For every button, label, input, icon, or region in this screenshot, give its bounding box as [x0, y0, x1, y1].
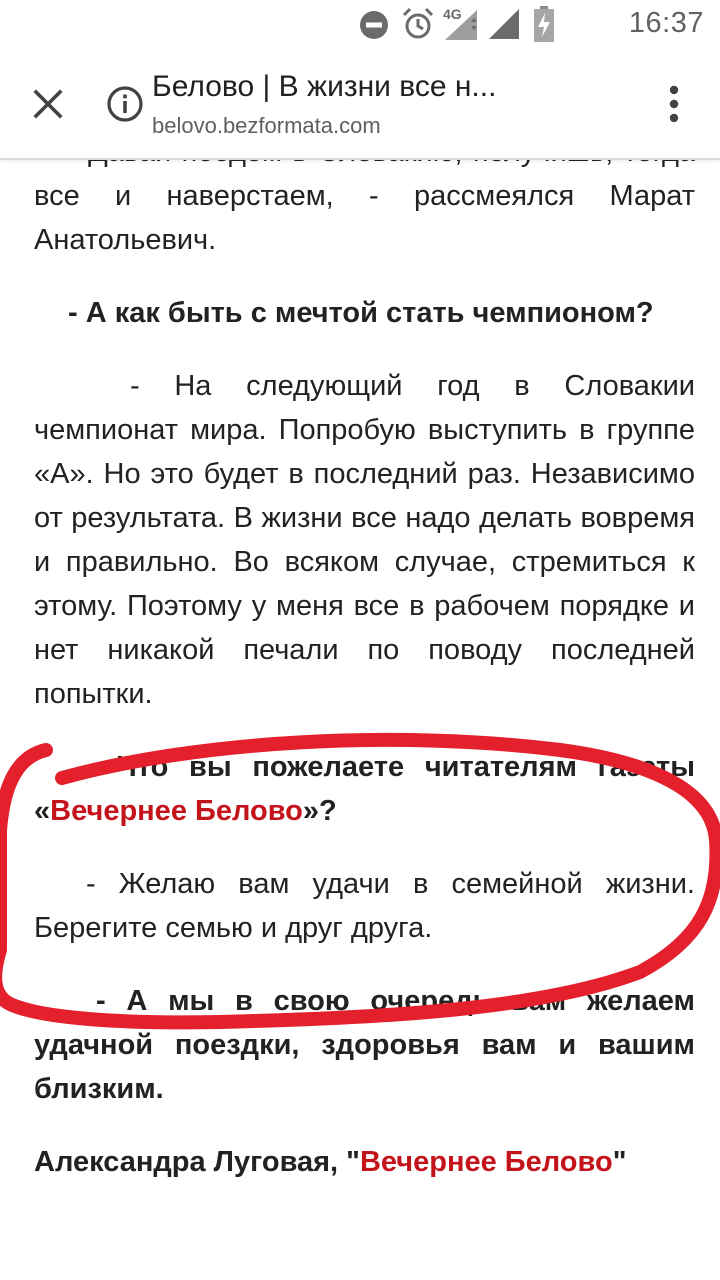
status-time: 16:37: [628, 7, 704, 39]
author-credit-end: ": [612, 1146, 627, 1178]
interview-question: [34, 745, 695, 833]
close-icon: [33, 89, 63, 119]
interview-answer: - На следующий год в Словакии чемпионат мира. Попробую выступить в группе «А». Но это будет в последний раз. Независимо от результата. В жизни все надо делать вовремя и правильно. Во всяком случае, стремиться к этому. Поэтому у меня все в рабочем порядке и нет никакой печали по поводу последней попытки.: [34, 370, 695, 710]
alarm-icon: [401, 7, 435, 41]
close-button[interactable]: [22, 78, 74, 130]
author-credit: [34, 1140, 695, 1184]
author-name: Александра Луговая, ": [34, 1146, 360, 1178]
battery-charging-icon: [534, 6, 554, 42]
mobile-data-icon: [443, 8, 481, 42]
info-icon: [106, 85, 144, 123]
more-vert-icon: [668, 85, 680, 123]
site-info-button[interactable]: [103, 82, 147, 126]
question-text-end: »?: [302, 795, 337, 827]
signal-icon: [487, 8, 521, 40]
page-url[interactable]: belovo.bezformata.com: [152, 113, 381, 138]
status-bar: [0, 0, 720, 50]
page-title: Белово | В жизни все н...: [152, 70, 497, 103]
interview-answer: - Желаю вам удачи в семейной жизни. Берегите семью и друг друга.: [34, 868, 695, 944]
author-newspaper-link[interactable]: Вечернее Белово: [359, 1146, 613, 1178]
more-options-button[interactable]: [654, 80, 694, 128]
do-not-disturb-icon: [359, 10, 389, 40]
interview-question: - А как быть с мечтой стать чемпионом?: [68, 297, 654, 329]
custom-tab-toolbar: [0, 50, 720, 160]
article-paragraph: все и наверстаем, - рассмеялся Марат Анатольевич.: [34, 180, 695, 256]
newspaper-link[interactable]: Вечернее Белово: [50, 795, 303, 827]
article-body: [34, 130, 695, 1184]
network-type-label: 4G: [443, 6, 462, 22]
question-text: - Что вы пожелаете читателям газеты «: [34, 751, 695, 827]
closing-paragraph: - А мы в свою очередь вам желаем удачной поездки, здоровья вам и вашим близким.: [34, 985, 695, 1105]
